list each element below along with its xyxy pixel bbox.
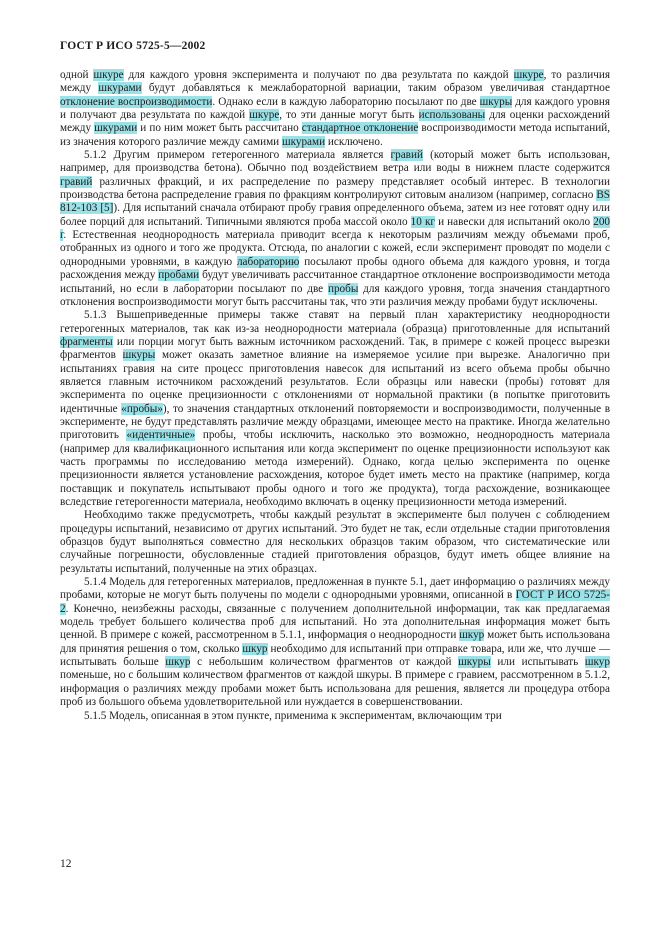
- highlighted-text: шкур: [459, 629, 485, 642]
- highlighted-text: 200 г: [60, 215, 610, 242]
- paragraph: Необходимо также предусмотреть, чтобы каждый результат в эксперименте был получен с соблюдением процедуры испытаний, независимо от других испытаний. Это будет не так, если отдельные стадии приготовления образцов будут выполняться совместно для нескольких образцов таким образом, что систематические или случайные погрешности, обусловленные стадией приготовления образцов, будут иметь общее влияние на результаты испытаний, полученные на этих образцах.: [60, 509, 610, 575]
- highlighted-text: шкуре: [249, 109, 280, 122]
- highlighted-text: гравий: [390, 149, 423, 162]
- highlighted-text: шкуры: [122, 349, 156, 362]
- highlighted-text: шкур: [242, 642, 268, 655]
- paragraph: 5.1.4 Модель для гетерогенных материалов, предложенная в пункте 5.1, дает информацию о различиях между пробами, которые не могут быть получены по модели с однородными уровнями, описанной в ГОСТ Р ИСО 5725-2. Конечно, неизбежны расходы, связанные с получением дополнительной информации, так как предлагаемая модель требует большего количества проб для испытаний. Но эта дополнительная информация может быть ценной. В примере с кожей, рассмотренном в 5.1.1, информация о неоднородности шкур может быть использована для принятия решения о том, сколько шкур необходимо для испытаний при отправке товара, или же, что лучше — испытывать больше шкур с небольшим количеством фрагментов от каждой шкуры или испытывать шкур поменьше, но с большим количеством фрагментов от каждой шкуры. В примере с гравием, рассмотренном в 5.1.2, информация о различиях между пробами может быть использована для решения, является ли процедура отбора проб из большого объема удовлетворительной или нуждается в совершенствовании.: [60, 576, 611, 709]
- highlighted-text: фрагменты: [60, 335, 113, 348]
- highlighted-text: «пробы»: [121, 402, 163, 415]
- highlighted-text: шкуры: [479, 95, 513, 108]
- highlighted-text: шкур: [584, 656, 610, 669]
- document-header-title: ГОСТ Р ИСО 5725-5—2002: [60, 40, 206, 52]
- paragraph: 5.1.2 Другим примером гетерогенного материала является гравий (который может быть использован, например, для производства бетона). Обычно под воздействием ветра или воды в нижнем пласте содержится гравий различных фракций, и их распределение по размеру представляет особый интерес. В технологии производства бетона распределение гравия по фракциям контролируют ситовым анализом (например, согласно BS 812-103 [5]). Для испытаний сначала отбирают пробу гравия определенного объема, затем из нее готовят одну или более порций для испытаний. Типичными являются проба массой около 10 кг и навески для испытаний около 200 г. Естественная неоднородность материала приводит всегда к некоторым различиям между объемами проб, отобранных из одного и того же продукта. Отсюда, по аналогии с кожей, если эксперимент проводят по модели с однородными уровнями, в каждую лабораторию посылают пробы одного объема для каждого уровня, и тогда расхождения между пробами будут увеличивать рассчитанное стандартное отклонение воспроизводимости метода испытаний, но если в лаборатории посылают по две пробы для каждого уровня, тогда значения стандартного отклонения воспроизводимости могут быть рассчитаны так, что эти различия между пробами будут исключены.: [60, 149, 610, 308]
- highlighted-text: гравий: [60, 175, 93, 188]
- highlighted-text: использованы: [418, 109, 486, 122]
- highlighted-text: шкур: [165, 656, 191, 669]
- highlighted-text: стандартное отклонение: [301, 122, 419, 135]
- highlighted-text: «идентичные»: [126, 429, 196, 442]
- highlighted-text: BS 812-103 [5]: [60, 189, 610, 215]
- highlighted-text: 10 кг: [410, 215, 435, 228]
- highlighted-text: шкурами: [281, 135, 326, 148]
- paragraph: одной шкуре для каждого уровня эксперимента и получают по два результата по каждой шкуре, то различия между шкурами будут добавляться к межлабораторной вариации, таким образом увеличивая стандартное отклонение воспроизводимости. Однако если в каждую лабораторию посылают по две шкуры для каждого уровня и получают два результата по каждой шкуре, то эти данные могут быть использованы для оценки расхождений между шкурами и по ним может быть рассчитано стандартное отклонение воспроизводимости метода испытаний, из значения которого различие между самими шкурами исключено.: [60, 69, 611, 148]
- highlighted-text: шкурами: [98, 82, 142, 95]
- highlighted-text: пробы: [327, 282, 359, 295]
- document-body: [60, 69, 610, 723]
- highlighted-text: шкуре: [513, 69, 544, 81]
- page-number: 12: [60, 858, 72, 870]
- highlighted-text: шкурами: [94, 122, 138, 135]
- highlighted-text: шкуры: [458, 656, 491, 669]
- highlighted-text: пробами: [158, 269, 200, 282]
- highlighted-text: ГОСТ Р ИСО 5725-2: [60, 589, 610, 615]
- paragraph: 5.1.3 Вышеприведенные примеры также ставят на первый план характеристику неоднородности гетерогенных материалов, так как из-за неоднородности материала (образца) приготовленные для испытаний фрагменты или порции могут быть важным источником расхождений. Так, в примере с кожей процесс вырезки фрагментов шкуры может оказать заметное влияние на измеряемое усилие при вырезке. Аналогично при испытаниях гравия на сите процесс приготовления навесок для испытаний из всего объема пробы обычно является главным источником расхождений результатов. Если образцы или навески (пробы) готовят для эксперимента по оценке прецизионности с отклонениями от нормальной практики (в попытке приготовить идентичные «пробы»), то значения стандартных отклонений повторяемости и воспроизводимости, полученные в эксперименте, не будут представлять различие между образцами, имеющее место на практике. Иногда желательно приготовить «идентичные» пробы, чтобы исключить, насколько это возможно, неоднородность материала (например для квалификационного испытания или когда эксперимент по оценке прецизионности используют как часть программы по исследованию метода измерений). Однако, когда целью эксперимента по оценке прецизионности является установление расхождения, которое будет иметь место на практике (например, когда поставщик и покупатель испытывают пробы одного и того же продукта), тогда расхождение, возникающее вследствие гетерогенности материала, необходимо включать в оценку прецизионности метода измерений.: [60, 309, 611, 508]
- highlighted-text: отклонение воспроизводимости: [60, 95, 213, 108]
- highlighted-text: лабораторию: [236, 255, 300, 268]
- paragraph: 5.1.5 Модель, описанная в этом пункте, применима к экспериментам, включающим три: [84, 709, 502, 722]
- highlighted-text: шкуре: [93, 69, 124, 81]
